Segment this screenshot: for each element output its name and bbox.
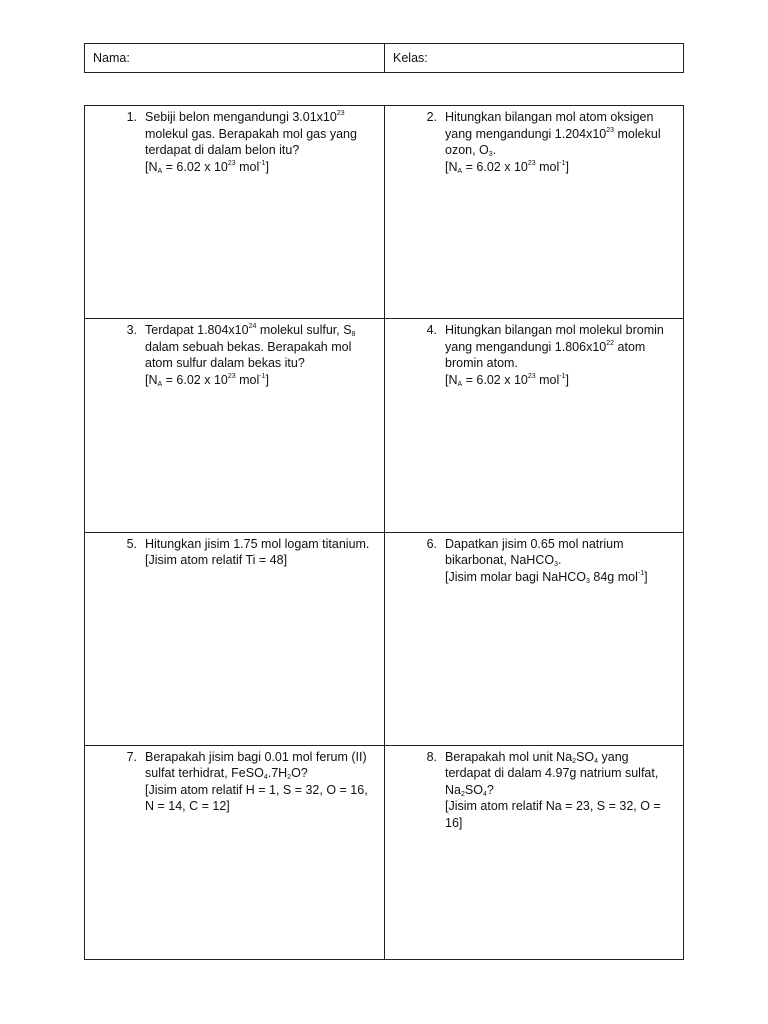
question-5 — [85, 533, 385, 746]
given-data: [Jisim atom relatif Ti = 48] — [145, 553, 288, 567]
avogadro-constant: [$N_A = 6.02$ x $10^{23}$ mol$^{-1}$] — [445, 159, 569, 175]
question-grid — [84, 105, 684, 960]
question-number: 3. — [126, 323, 137, 338]
question-text: Terdapat $1.804x10^{24}$ molekul sulfur, $S_8$ dalam sebuah bekas. Berapakah mol atom sulfur dalam bekas itu? [$N_A = 6.02$ x $10^{23}$ mol$^{-1}$] — [145, 322, 376, 531]
question-4 — [385, 319, 683, 532]
question-6 — [385, 533, 683, 746]
given-data: [Jisim atom relatif Na = 23, S = 32, O = 16] — [445, 799, 661, 830]
avogadro-constant: [$N_A = 6.02$ x $10^{23}$ mol$^{-1}$] — [145, 372, 269, 388]
given-data: [Jisim molar bagi NaHCO$_3$ 84g mol$^{-1}$] — [445, 569, 648, 585]
question-text: Hitungkan jisim 1.75 mol logam titanium. [Jisim atom relatif Ti = 48] — [145, 536, 376, 745]
name-label: Nama: — [93, 51, 130, 65]
avogadro-constant: [$N_A = 6.02$ x $10^{23}$ mol$^{-1}$] — [145, 159, 269, 175]
question-text: Berapakah jisim bagi 0.01 mol ferum (II) sulfat terhidrat, $FeSO_4.7H_2O$? [Jisim atom relatif H = 1, S = 32, O = 16, N = 14, C = 12] — [145, 749, 376, 959]
question-2 — [385, 106, 683, 319]
question-number: 7. — [126, 749, 137, 764]
question-number: 2. — [426, 110, 437, 124]
question-text: Hitungkan bilangan mol molekul bromin yang mengandungi $1.806x10^{22}$ atom bromin atom. [$N_A = 6.02$ x $10^{23}$ mol$^{-1}$] — [445, 322, 675, 531]
question-number: 4. — [426, 323, 437, 338]
class-label: Kelas: — [393, 51, 428, 65]
question-text: Dapatkan jisim 0.65 mol natrium bikarbonat, NaHCO$_3$. [Jisim molar bagi NaHCO$_3$ 84g mol$^{-1}$] — [445, 536, 675, 745]
student-info-header — [84, 43, 684, 73]
given-data: [Jisim atom relatif H = 1, S = 32, O = 16, N = 14, C = 12] — [145, 782, 368, 814]
question-number: 1. — [126, 110, 137, 124]
class-field[interactable] — [385, 44, 683, 72]
question-number: 5. — [126, 536, 137, 551]
question-7 — [85, 746, 385, 959]
question-1 — [85, 106, 385, 319]
question-text: Hitungkan bilangan mol atom oksigen yang mengandungi $1.204x10^{23}$ molekul ozon, $O_3$. [$N_A = 6.02$ x $10^{23}$ mol$^{-1}$] — [445, 109, 675, 318]
avogadro-constant: [$N_A = 6.02$ x $10^{23}$ mol$^{-1}$] — [445, 372, 569, 388]
question-text: Sebiji belon mengandungi $3.01x10^{23}$ molekul gas. Berapakah mol gas yang terdapat di dalam belon itu? [$N_A = 6.02$ x $10^{23}$ mol$^{-1}$] — [145, 109, 376, 318]
question-8 — [385, 746, 683, 959]
question-3 — [85, 319, 385, 532]
name-field[interactable] — [85, 44, 385, 72]
question-text: Berapakah mol unit $Na_2SO_4$ yang terdapat di dalam 4.97g natrium sulfat, $Na_2SO_4$? [Jisim atom relatif Na = 23, S = 32, O = 16] — [445, 749, 675, 959]
question-number: 8. — [426, 749, 437, 764]
question-number: 6. — [426, 536, 437, 551]
